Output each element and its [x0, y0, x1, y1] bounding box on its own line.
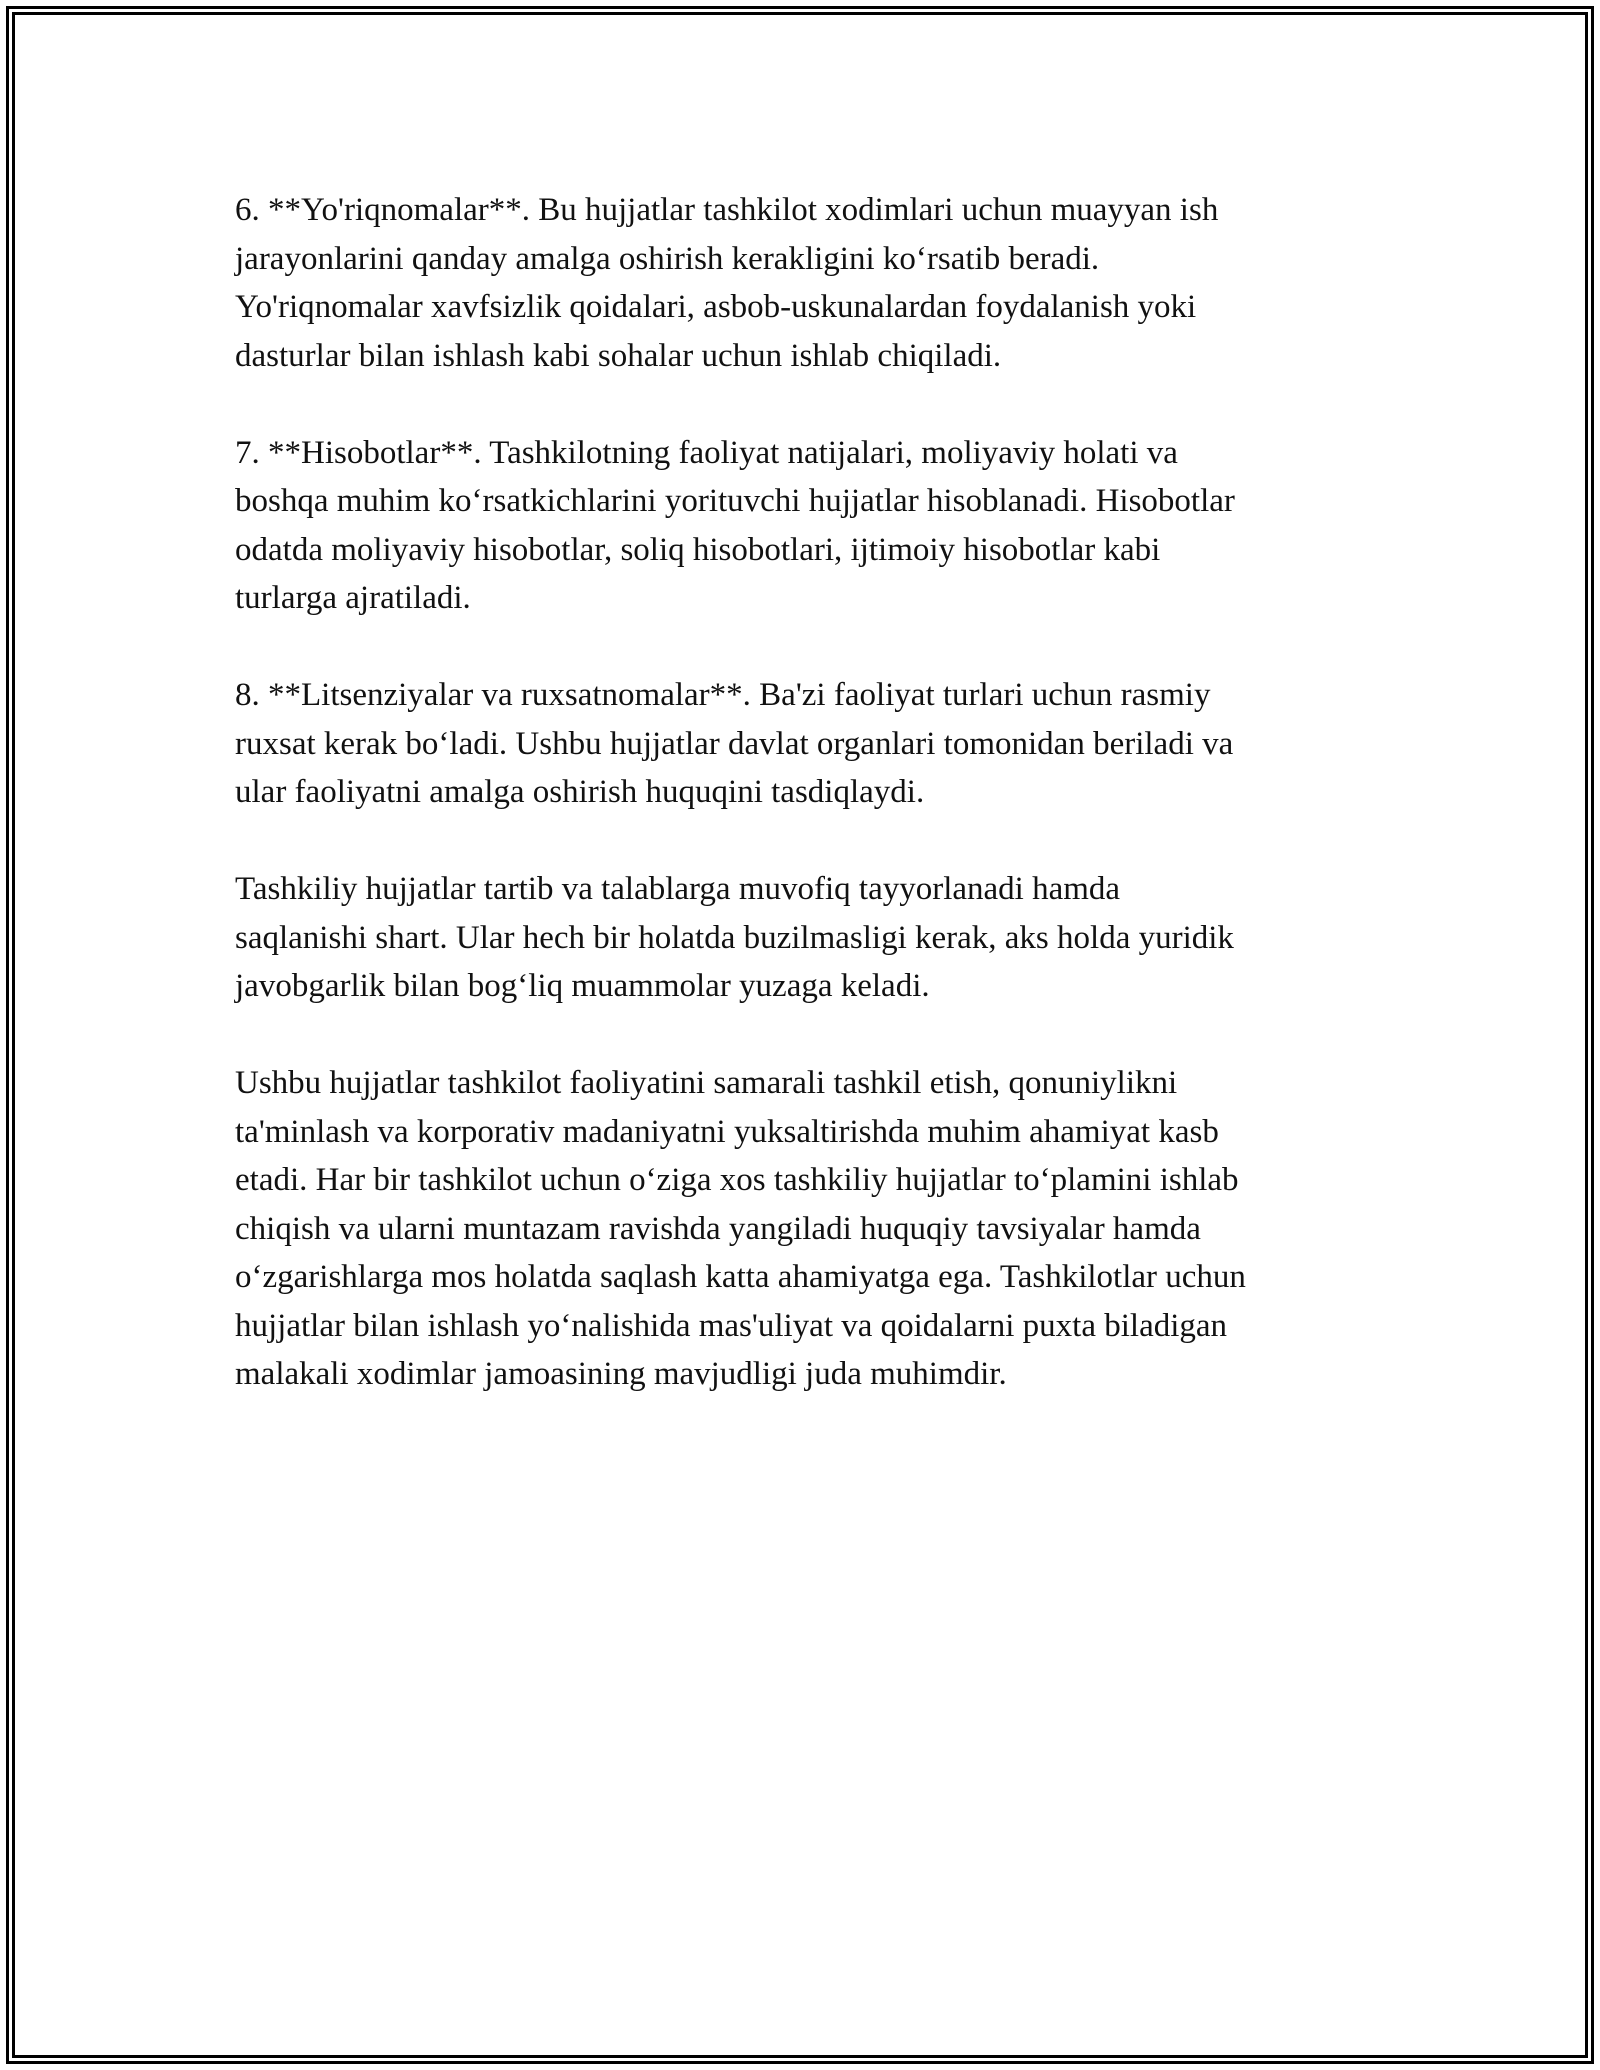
- text-line: Yo'riqnomalar xavfsizlik qoidalari, asbob-uskunalardan foydalanish yoki: [235, 289, 1197, 325]
- paragraph-requirements: [235, 865, 1365, 1011]
- text-line: turlarga ajratiladi.: [235, 580, 471, 616]
- text-line: boshqa muhim ko‘rsatkichlarini yorituvchi hujjatlar hisoblanadi. Hisobotlar: [235, 483, 1235, 519]
- text-line: 7. **Hisobotlar**. Tashkilotning faoliyat natijalari, moliyaviy holati va: [235, 434, 1178, 471]
- text-line: Tashkiliy hujjatlar tartib va talablarga muvofiq tayyorlanadi hamda: [235, 871, 1121, 907]
- text-line: saqlanishi shart. Ular hech bir holatda buzilmasligi kerak, aks holda yuridik: [235, 919, 1234, 956]
- text-line: jarayonlarini qanday amalga oshirish kerakligini ko‘rsatib beradi.: [235, 240, 1100, 277]
- document-body: [235, 186, 1365, 1447]
- paragraph-reports: [235, 429, 1365, 623]
- text-line: Ushbu hujjatlar tashkilot faoliyatini samarali tashkil etish, qonuniylikni: [235, 1065, 1178, 1101]
- text-line: javobgarlik bilan bog‘liq muammolar yuzaga keladi.: [235, 968, 930, 1004]
- paragraph-licenses: [235, 671, 1365, 817]
- text-line: hujjatlar bilan ishlash yo‘nalishida mas'uliyat va qoidalarni puxta biladigan: [235, 1307, 1228, 1344]
- text-line: ular faoliyatni amalga oshirish huquqini tasdiqlaydi.: [235, 774, 925, 810]
- text-line: 6. **Yo'riqnomalar**. Bu hujjatlar tashkilot xodimlari uchun muayyan ish: [235, 192, 1219, 228]
- text-line: odatda moliyaviy hisobotlar, soliq hisobotlari, ijtimoiy hisobotlar kabi: [235, 531, 1161, 568]
- text-line: ruxsat kerak bo‘ladi. Ushbu hujjatlar davlat organlari tomonidan beriladi va: [235, 725, 1234, 762]
- text-line: chiqish va ularni muntazam ravishda yangiladi huquqiy tavsiyalar hamda: [235, 1210, 1201, 1247]
- text-line: etadi. Har bir tashkilot uchun o‘ziga xos tashkiliy hujjatlar to‘plamini ishlab: [235, 1162, 1239, 1198]
- text-line: dasturlar bilan ishlash kabi sohalar uchun ishlab chiqiladi.: [235, 337, 1002, 374]
- paragraph-conclusion: [235, 1059, 1365, 1399]
- text-line: malakali xodimlar jamoasining mavjudligi juda muhimdir.: [235, 1356, 1007, 1392]
- paragraph-instructions: [235, 186, 1365, 380]
- text-line: ta'minlash va korporativ madaniyatni yuksaltirishda muhim ahamiyat kasb: [235, 1113, 1219, 1150]
- text-line: o‘zgarishlarga mos holatda saqlash katta ahamiyatga ega. Tashkilotlar uchun: [235, 1259, 1246, 1295]
- text-line: 8. **Litsenziyalar va ruxsatnomalar**. Ba'zi faoliyat turlari uchun rasmiy: [235, 677, 1211, 713]
